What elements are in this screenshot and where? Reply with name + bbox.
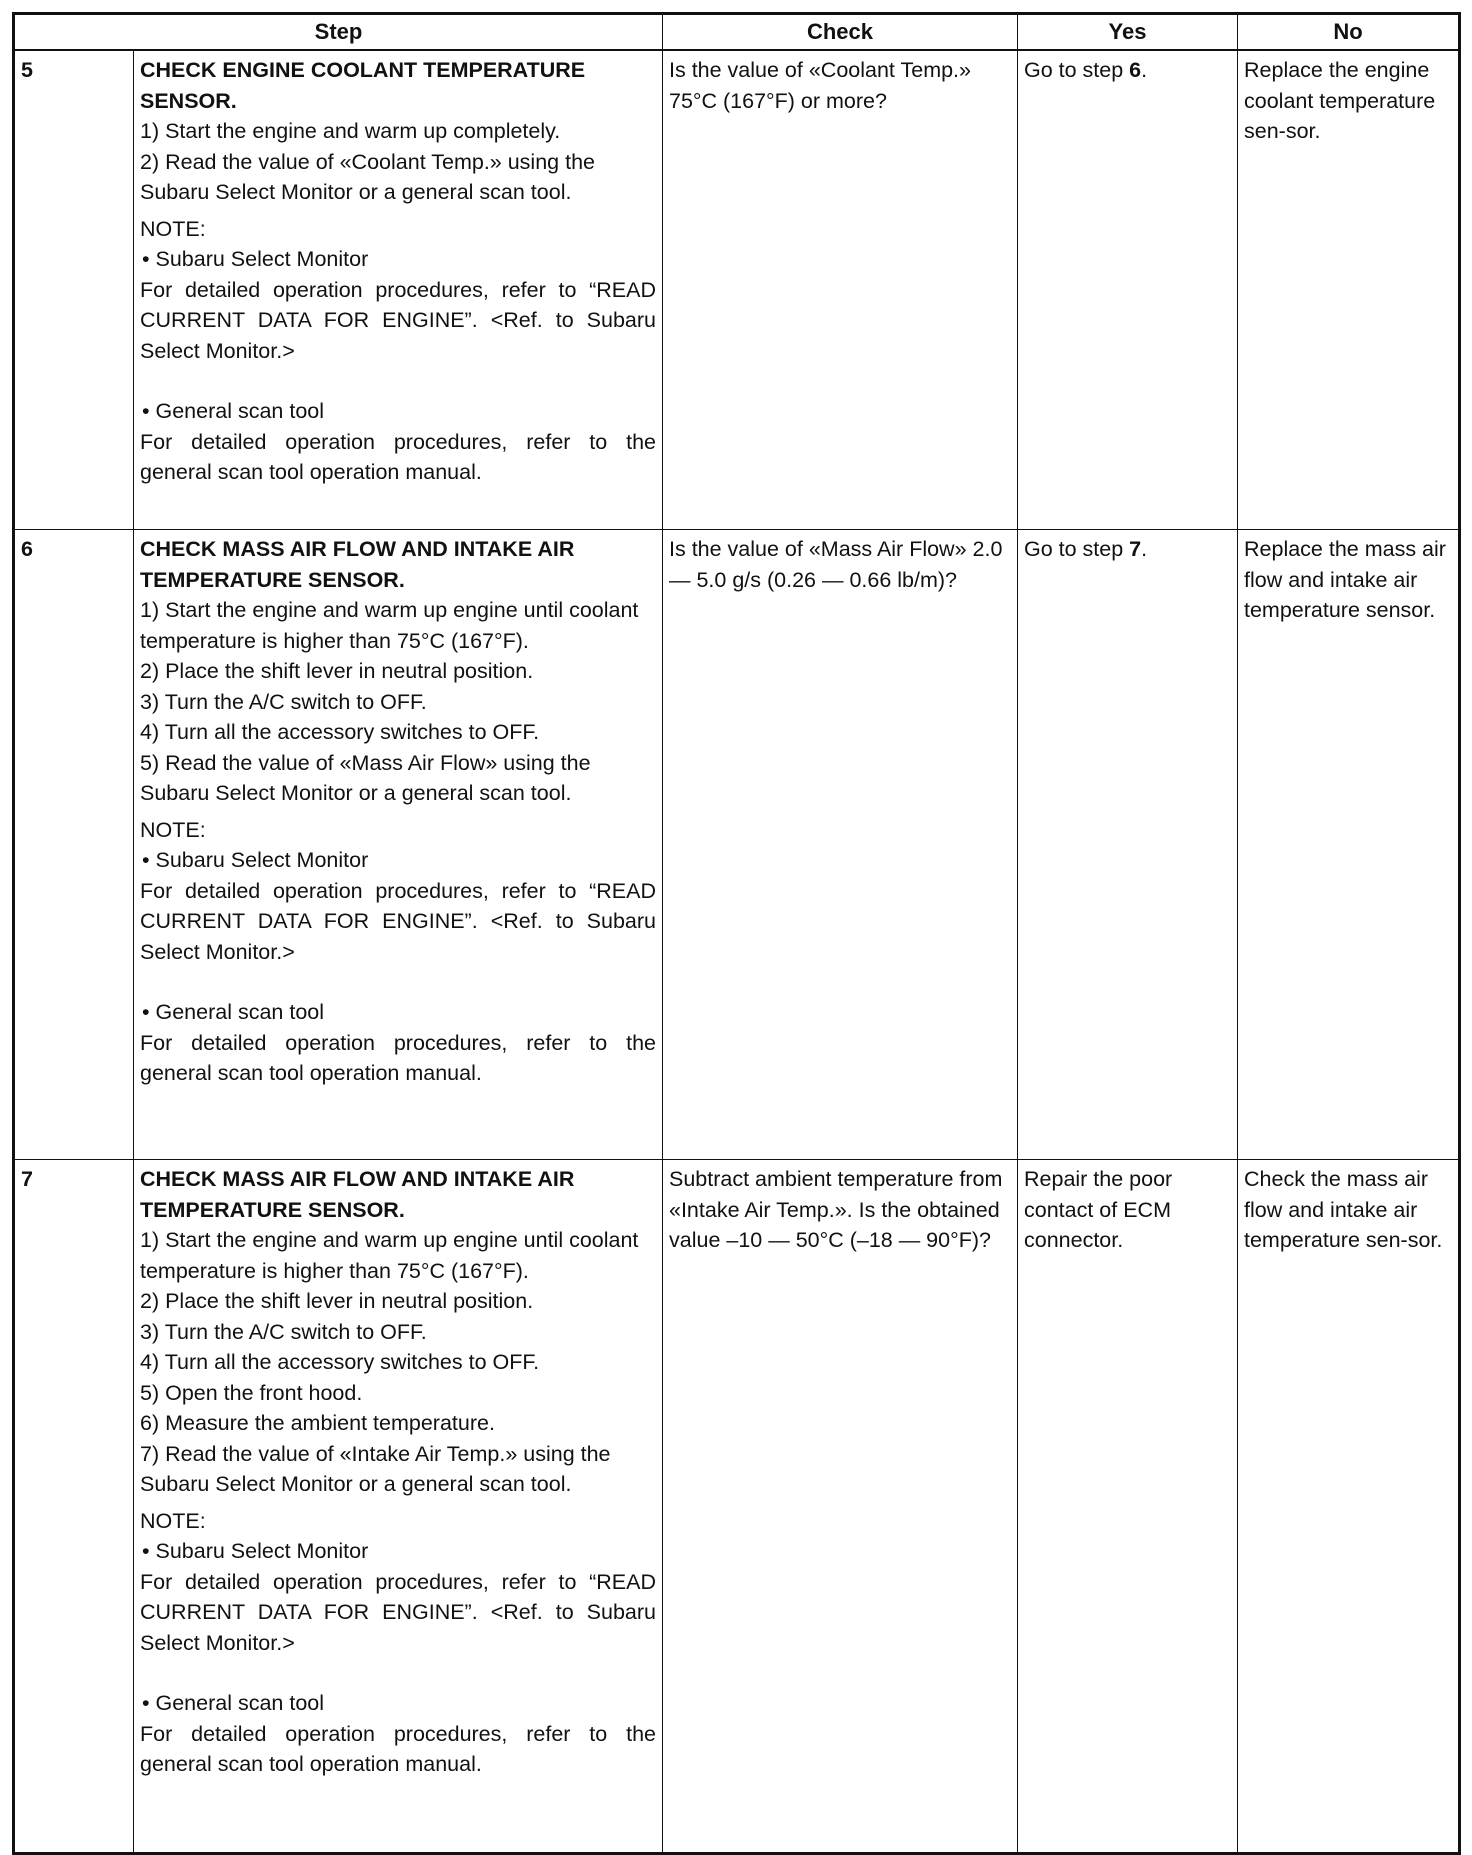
step-item: 6) Measure the ambient temperature. (140, 1411, 495, 1435)
step-number: 7 (14, 1160, 134, 1854)
yes-step-ref: 7 (1129, 537, 1142, 561)
note-ssm-text: For detailed operation procedures, refer to “READ CURRENT DATA FOR ENGINE”. <Ref. to Subaru Select Monitor.> (140, 277, 656, 363)
step-item: 5) Read the value of «Mass Air Flow» using the Subaru Select Monitor or a general scan tool. (140, 750, 591, 805)
check-cell: Is the value of «Coolant Temp.» 75°C (167°F) or more? (663, 50, 1018, 530)
note-label: NOTE: (140, 216, 206, 241)
check-cell: Subtract ambient temperature from «Intake Air Temp.». Is the obtained value –10 — 50°C (–18 — 90°F)? (663, 1160, 1018, 1854)
step-item: 2) Read the value of «Coolant Temp.» using the Subaru Select Monitor or a general scan tool. (140, 149, 595, 204)
step-title: CHECK ENGINE COOLANT TEMPERATURE SENSOR. (140, 58, 586, 113)
step-instructions (134, 530, 663, 1160)
table-header-row (14, 14, 1460, 51)
header-step: Step (14, 14, 663, 51)
step-number: 6 (14, 530, 134, 1160)
no-cell: Replace the engine coolant temperature sen-sor. (1238, 50, 1460, 530)
no-cell: Replace the mass air flow and intake air temperature sensor. (1238, 530, 1460, 1160)
note-bullet-ssm: • Subaru Select Monitor (142, 1539, 369, 1563)
yes-suffix: . (1141, 58, 1148, 82)
note-bullet-ssm: • Subaru Select Monitor (142, 848, 369, 872)
note-bullet-ssm: • Subaru Select Monitor (142, 247, 369, 271)
yes-step-ref: 6 (1129, 58, 1142, 82)
note-gst-text: For detailed operation procedures, refer to the general scan tool operation manual. (140, 1030, 656, 1085)
diagnostic-table (12, 12, 1461, 1855)
header-no: No (1238, 14, 1460, 51)
step-item: 1) Start the engine and warm up engine until coolant temperature is higher than 75°C (167°F). (140, 598, 639, 653)
header-check: Check (663, 14, 1018, 51)
note-bullet-gst: • General scan tool (142, 399, 325, 423)
yes-prefix: Go to step (1024, 537, 1130, 561)
table-row (14, 530, 1460, 1160)
check-cell: Is the value of «Mass Air Flow» 2.0 — 5.0 g/s (0.26 — 0.66 lb/m)? (663, 530, 1018, 1160)
step-item: 3) Turn the A/C switch to OFF. (140, 1319, 427, 1344)
note-label: NOTE: (140, 1508, 206, 1533)
step-number: 5 (14, 50, 134, 530)
step-item: 1) Start the engine and warm up engine until coolant temperature is higher than 75°C (167°F). (140, 1228, 639, 1283)
header-yes: Yes (1018, 14, 1238, 51)
step-item: 3) Turn the A/C switch to OFF. (140, 689, 427, 714)
yes-cell: Repair the poor contact of ECM connector. (1018, 1160, 1238, 1854)
yes-suffix: . (1141, 537, 1148, 561)
step-item: 4) Turn all the accessory switches to OFF. (140, 1350, 540, 1374)
step-item: 7) Read the value of «Intake Air Temp.» using the Subaru Select Monitor or a general scan tool. (140, 1441, 611, 1496)
step-item: 4) Turn all the accessory switches to OFF. (140, 720, 540, 744)
step-title: CHECK MASS AIR FLOW AND INTAKE AIR TEMPERATURE SENSOR. (140, 537, 575, 592)
note-bullet-gst: • General scan tool (142, 1691, 325, 1715)
yes-cell (1018, 50, 1238, 530)
step-item: 2) Place the shift lever in neutral position. (140, 1289, 534, 1313)
step-item: 1) Start the engine and warm up completely. (140, 119, 561, 143)
step-instructions (134, 50, 663, 530)
step-title: CHECK MASS AIR FLOW AND INTAKE AIR TEMPERATURE SENSOR. (140, 1167, 575, 1222)
yes-prefix: Go to step (1024, 58, 1130, 82)
diagnostic-page (12, 12, 1458, 1855)
table-row (14, 1160, 1460, 1854)
table-row (14, 50, 1460, 530)
note-ssm-text: For detailed operation procedures, refer to “READ CURRENT DATA FOR ENGINE”. <Ref. to Subaru Select Monitor.> (140, 878, 656, 964)
step-instructions (134, 1160, 663, 1854)
note-gst-text: For detailed operation procedures, refer to the general scan tool operation manual. (140, 429, 656, 484)
note-gst-text: For detailed operation procedures, refer to the general scan tool operation manual. (140, 1721, 656, 1776)
step-item: 5) Open the front hood. (140, 1380, 363, 1405)
yes-cell (1018, 530, 1238, 1160)
step-item: 2) Place the shift lever in neutral position. (140, 659, 534, 683)
note-label: NOTE: (140, 817, 206, 842)
note-bullet-gst: • General scan tool (142, 1000, 325, 1024)
no-cell: Check the mass air flow and intake air temperature sen-sor. (1238, 1160, 1460, 1854)
note-ssm-text: For detailed operation procedures, refer to “READ CURRENT DATA FOR ENGINE”. <Ref. to Subaru Select Monitor.> (140, 1569, 656, 1655)
